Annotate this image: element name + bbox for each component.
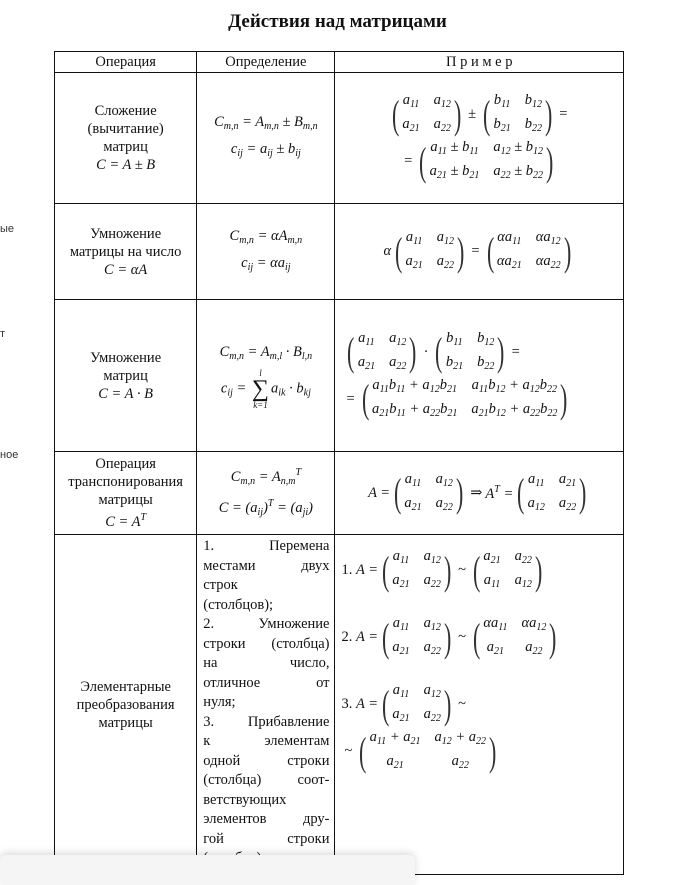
example-line (335, 329, 623, 376)
matrix-entry: $a_{21}$ (357, 353, 376, 372)
matrix-entries (404, 470, 453, 517)
definition-formula: $c_{ij}$ = l ∑ k=1 $a_{ik} \cdot b_{kj}$ (220, 368, 311, 410)
matrix-entry: $a_{21}$ (392, 639, 410, 657)
matrix-entry: $a_{11}$ (483, 572, 501, 590)
example-number: 2. (341, 629, 353, 645)
matrix-entry: $a_{11}$ (358, 329, 375, 348)
operation-name: Умножение (90, 349, 162, 366)
matrix-entry: $a_{12}$ (423, 682, 441, 700)
equals-sign: = (404, 153, 413, 169)
definition-line: (столбца) соот- (203, 772, 330, 788)
matrix-entry: $a_{11}$ (404, 470, 422, 489)
matrix-entry: $\alpha a_{12}$ (521, 615, 547, 633)
matrix-entry: $a_{22}$ (436, 253, 454, 271)
matrix-entry: $a_{22} \pm b_{22}$ (493, 163, 544, 181)
matrix-entry: $\alpha a_{11}$ (497, 229, 522, 247)
definition-text (197, 535, 334, 869)
definition-formula: $C_{m,n} = A_{m,n} \pm B_{m,n}$ (214, 114, 318, 132)
definition-line: 2. Умножение (203, 616, 330, 632)
example-cell (335, 300, 624, 452)
matrix-entry: $a_{21}b_{11} + a_{22}b_{21}$ (372, 400, 458, 419)
matrix-entry: $a_{12}$ (435, 470, 453, 489)
matrix-entries (392, 681, 441, 728)
matrix-entry: $a_{12}$ (423, 615, 441, 633)
matrix-entries (406, 228, 455, 275)
matrix-a: ( $a_{11}$ $a_{12}$ $a_{21}$ $a_{22}$ ) (381, 681, 452, 727)
matrix-entries (497, 228, 561, 275)
definition-line: 1. Перемена (203, 538, 330, 554)
matrix-entry: $a_{22}$ (423, 572, 441, 590)
matrix-entry: $a_{12}$ (423, 548, 441, 566)
matrix-a: ( $a_{11}$ $a_{12}$ $a_{21}$ $a_{22}$ ) (381, 547, 452, 593)
operation-name: преобразования (76, 696, 175, 713)
definition-cell (197, 73, 335, 204)
example-number: 3. (341, 696, 353, 712)
table-row-matrix-multiplication (55, 300, 624, 452)
matrix-entry: $b_{21}$ (493, 116, 511, 134)
example-cell (335, 535, 624, 875)
definition-cell (197, 300, 335, 452)
operation-name: Умножение (90, 225, 162, 242)
matrix-entry: $\alpha a_{12}$ (535, 229, 561, 247)
definition-cell (197, 452, 335, 535)
equivalence-sign: ~ (458, 629, 467, 645)
operation-cell (55, 204, 197, 300)
matrix-entries (392, 547, 441, 594)
definition-formula: $C_{m,n} = A_{n,m}^T$ (230, 467, 302, 487)
matrix-b: ( $b_{11}$ $b_{12}$ $b_{21}$ $b_{22}$ ) (435, 329, 505, 374)
example-line (335, 138, 623, 185)
operation-name: (вычитание) (87, 121, 164, 137)
definition-formula: $c_{ij} = a_{ij} \pm b_{ij}$ (230, 141, 301, 159)
definition-line: (столбцов); (203, 596, 274, 613)
matrix-entry: $b_{22}$ (477, 353, 495, 372)
operation-name: матриц (103, 139, 148, 155)
definition-line: строк (203, 577, 238, 593)
matrix-entries (493, 91, 542, 138)
definition-cell (197, 535, 335, 875)
definition-line: на число, (203, 655, 330, 671)
operation-cell (55, 73, 197, 204)
matrix-b: ( $b_{11}$ $b_{12}$ $b_{21}$ $b_{22}$ ) (483, 91, 553, 137)
definition-line: гой строки (203, 830, 330, 847)
matrix-entry: $a_{12}$ (389, 329, 407, 348)
matrix-a: ( $a_{11}$ $a_{12}$ $a_{21}$ $a_{22}$ ) (391, 91, 462, 137)
matrix-entry: $a_{11}b_{12} + a_{12}b_{22}$ (471, 376, 557, 395)
equals-sign: = (471, 243, 480, 259)
equivalence-sign: ~ (344, 743, 353, 759)
operation-formula: C = αA (104, 261, 148, 278)
equals-sign: = (511, 343, 520, 360)
matrix-entry: $a_{21}$ (405, 253, 423, 271)
matrix-entry: $a_{11}$ (392, 548, 410, 566)
operation-name: транспонирования (68, 474, 183, 490)
matrix-entries (372, 376, 557, 423)
side-fragment: ые (0, 223, 15, 235)
definition-line: местами двух (203, 557, 330, 574)
example-cell (335, 73, 624, 204)
matrix-entry: $a_{11}$ (527, 470, 545, 489)
example-line (341, 547, 623, 594)
matrix-entry: $\alpha a_{22}$ (535, 253, 561, 271)
matrix-entry: $a_{21}$ (558, 470, 577, 489)
operation-formula: C = A · B (98, 385, 154, 402)
header-operation: Операция (55, 52, 197, 73)
matrix-entries (483, 614, 546, 661)
example-line (335, 376, 623, 423)
matrix-entries (370, 728, 486, 775)
matrix-entry: $b_{12}$ (477, 329, 495, 348)
equivalence-sign: ~ (458, 562, 467, 578)
matrix-result: ( $a_{21}$ $a_{22}$ $a_{11}$ $a_{12}$ ) (473, 547, 543, 593)
matrix-entry: $a_{22}$ (514, 548, 532, 566)
matrix-entry: $\alpha a_{21}$ (496, 253, 522, 271)
matrix-entry: $a_{11}$ (405, 229, 423, 247)
side-fragment: ное (0, 449, 19, 461)
matrix-result: ( $a_{11}b_{11} + a_{12}b_{21}$ $a_{11}b_{12} + a_{12}b_{22}$ $a_{21}b_{11} + a_{22}b_{21}$ $a_{21}b_{12} + a_{22}b_{22}$ ) (361, 376, 568, 421)
matrix-entry: $a_{11}$ (392, 615, 410, 633)
matrix-entry: $b_{21}$ (445, 353, 464, 372)
matrix-entry: $a_{12}$ (436, 229, 454, 247)
matrix-entry: $a_{11} + a_{21}$ (369, 729, 421, 747)
matrix-entry: $a_{21}$ (392, 572, 410, 590)
matrix-entries (402, 91, 451, 138)
equals-sign: = (559, 106, 568, 122)
table-row-addition (55, 73, 624, 204)
definition-line: одной строки (203, 752, 330, 769)
matrix-entry: $a_{21}$ (402, 116, 420, 134)
operation-formula: C = A ± B (96, 157, 156, 173)
definition-formula: $C = (a_{ij})^T = (a_{ji})$ (218, 498, 314, 518)
matrix-entries (528, 470, 577, 517)
matrix-operations-table (54, 51, 624, 875)
example-line (335, 91, 623, 138)
matrix-entry: $b_{12}$ (524, 92, 542, 110)
operation-formula: $C = A^T$ (105, 512, 147, 530)
definition-formula: $C_{m,n} = \alpha A_{m,n}$ (229, 227, 303, 246)
implies-arrow: ⇒ (470, 484, 483, 501)
matrix-entry: $a_{22}$ (558, 494, 577, 513)
example-line (341, 681, 623, 728)
matrix-entry: $a_{22}$ (435, 494, 453, 513)
table-header-row (55, 52, 624, 73)
equals-sign: = (346, 390, 355, 407)
matrix-result: ( $\alpha a_{11}$ $\alpha a_{12}$ $\alpha a_{21}$ $\alpha a_{22}$ ) (486, 228, 571, 274)
header-example: П р и м е р (335, 52, 624, 73)
lhs-label: A = (355, 562, 378, 578)
matrix-entry: $a_{22}$ (423, 706, 441, 724)
operation-cell (55, 452, 197, 535)
header-definition: Определение (197, 52, 335, 73)
matrix-entry: $a_{21}$ (386, 753, 404, 771)
example-cell (335, 452, 624, 535)
operator: ± (468, 106, 477, 122)
table-row-transposition (55, 452, 624, 535)
matrix-a: ( $a_{11}$ $a_{12}$ $a_{21}$ $a_{22}$ ) (395, 228, 465, 274)
matrix-entry: $\alpha a_{11}$ (483, 615, 508, 633)
matrix-entry: $a_{22}$ (525, 639, 543, 657)
lhs-label: A = (368, 484, 391, 501)
matrix-entries (392, 614, 441, 661)
operator: · (423, 343, 429, 360)
side-fragment: т (0, 328, 6, 340)
matrix-a: ( $a_{11}$ $a_{12}$ $a_{21}$ $a_{22}$ ) (381, 614, 452, 660)
operation-name: Операция (95, 456, 156, 472)
table-row-elementary-transformations (55, 535, 624, 875)
matrix-result: ( $a_{11} + a_{21}$ $a_{12} + a_{22}$ $a_{21}$ $a_{22}$ ) (359, 728, 497, 774)
matrix-result: ( $a_{11} \pm b_{11}$ $a_{12} \pm b_{12}$ $a_{21} \pm b_{21}$ $a_{22} \pm b_{22}$ ) (419, 138, 554, 184)
matrix-entry: $a_{12}$ (527, 494, 545, 513)
operation-name: матрицы (98, 492, 153, 508)
lhs-label: A = (355, 696, 378, 712)
matrix-a: ( $a_{11}$ $a_{12}$ $a_{21}$ $a_{22}$ ) (394, 470, 464, 515)
lhs-label: A = (355, 629, 378, 645)
scalar-alpha: α (383, 243, 392, 259)
operation-cell (55, 300, 197, 452)
matrix-entry: $a_{11}$ (392, 682, 410, 700)
definition-line: ветствующих (203, 791, 287, 808)
definition-line: к элементам (203, 733, 330, 749)
matrix-entries (483, 547, 532, 594)
rhs-label: $A^T$ = (485, 483, 514, 502)
operation-name: матрицы (98, 714, 153, 731)
definition-formula: $C_{m,n} = A_{m,l} \cdot B_{l,n}$ (219, 344, 313, 362)
definition-line: отличное от (203, 674, 330, 691)
matrix-entry: $a_{22}$ (451, 753, 469, 771)
example-line (341, 614, 623, 661)
matrix-entry: $a_{12} + a_{22}$ (434, 729, 487, 747)
matrix-result: ( $a_{11}$ $a_{21}$ $a_{12}$ $a_{22}$ ) (517, 470, 587, 515)
matrix-entry: $a_{22}$ (389, 353, 407, 372)
definition-line: нуля; (203, 694, 236, 710)
matrix-entry: $a_{21}b_{12} + a_{22}b_{22}$ (471, 400, 558, 419)
matrix-result: ( $\alpha a_{11}$ $\alpha a_{12}$ $a_{21}$ $a_{22}$ ) (473, 614, 557, 660)
example-line (335, 470, 623, 517)
matrix-entry: $a_{11}$ (402, 92, 420, 110)
operation-name: Сложение (94, 103, 157, 119)
example-cell (335, 204, 624, 300)
definition-cell (197, 204, 335, 300)
equivalence-sign: ~ (458, 696, 467, 712)
operation-name: матрицы на число (69, 243, 182, 260)
matrix-entry: $a_{22}$ (433, 116, 451, 134)
sigma-symbol: l ∑ k=1 (251, 368, 270, 410)
matrix-entry: $a_{21}$ (486, 639, 505, 657)
matrix-entry: $a_{12}$ (433, 92, 451, 110)
matrix-entry: $a_{12} \pm b_{12}$ (493, 139, 544, 157)
matrix-entry: $b_{22}$ (524, 116, 542, 134)
matrix-entry: $a_{12}$ (514, 572, 532, 590)
matrix-entry: $a_{21}$ (392, 706, 410, 724)
matrix-a: ( $a_{11}$ $a_{12}$ $a_{21}$ $a_{22}$ ) (347, 329, 417, 374)
matrix-entry: $b_{11}$ (446, 329, 463, 348)
example-number: 1. (341, 562, 353, 578)
example-line (341, 728, 623, 775)
operation-name: матриц (103, 367, 148, 384)
page-title: Действия над матрицами (228, 11, 447, 32)
matrix-entry: $a_{22}$ (423, 639, 441, 657)
matrix-entries (446, 329, 495, 376)
definition-formula: $c_{ij} = \alpha a_{ij}$ (241, 254, 291, 273)
definition-line: 3. Прибавление (203, 713, 330, 730)
operation-cell (55, 535, 197, 875)
operation-name: Элементарные (80, 678, 171, 695)
matrix-entries (430, 138, 543, 185)
matrix-entry: $a_{11}b_{11} + a_{12}b_{21}$ (372, 376, 457, 395)
matrix-entry: $a_{21}$ (404, 494, 422, 513)
matrix-entries (358, 329, 407, 376)
matrix-entry: $a_{11} \pm b_{11}$ (430, 139, 479, 157)
definition-line: элементов дру- (203, 811, 330, 827)
definition-line: строки (столбца) (203, 635, 330, 652)
table-row-scalar-multiplication (55, 204, 624, 300)
bottom-popup-panel[interactable] (0, 855, 415, 885)
example-line (335, 228, 623, 275)
matrix-entry: $b_{11}$ (493, 92, 511, 110)
matrix-entry: $a_{21}$ (483, 548, 501, 566)
matrix-entry: $a_{21} \pm b_{21}$ (429, 163, 480, 181)
